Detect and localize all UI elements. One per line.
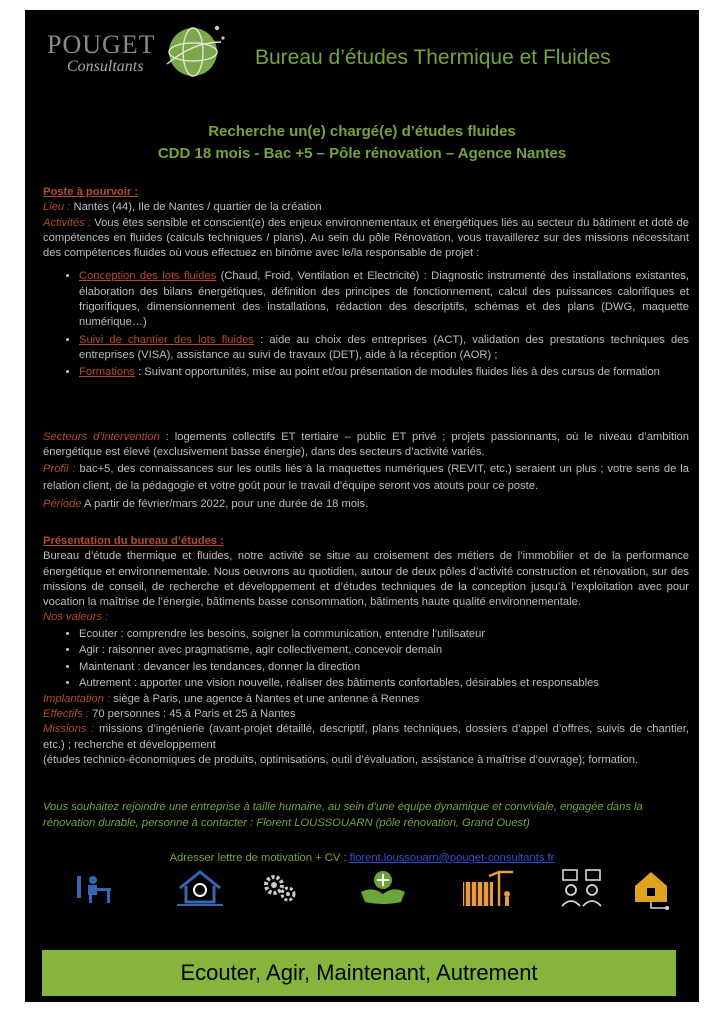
list-item: • Ecouter : comprendre les besoins, soigner la communication, entendre l’utilisateur [79,626,689,643]
construction-site-icon [459,868,515,910]
missions-continuation: (études technico-économiques de produits, optimisations, outil d’évaluation, assistance à maîtrise d’ouvrage); formation. [43,753,639,766]
logo-word: POUGET [47,30,156,59]
desk-worker-icon [73,868,113,908]
contact-email-link[interactable]: florent.loussouarn@pouget-consultants.fr [349,852,555,864]
periode-line: Période A partir de février/mars 2022, pour une durée de 18 mois. [43,497,369,510]
list-item: • Agir : raisonner avec pragmatisme, agir collectivement, concevoir demain [79,642,689,659]
job-offer-page [25,10,699,1002]
valeurs-list [43,626,689,692]
smart-house-icon [631,868,671,912]
implantation-line: Implantation : siège à Paris, une agence à Nantes et une antenne à Rennes [43,692,420,705]
values-banner: Ecouter, Agir, Maintenant, Autrement [42,950,676,996]
list-item: • Maintenant : devancer les tendances, donner la direction [79,659,689,676]
job-subtitle: CDD 18 mois - Bac +5 – Pôle rénovation – Agence Nantes [157,145,567,162]
list-item: • Formations : Suivant opportunités, mise au point et/ou présentation de modules fluides liés à des cursus de formation [79,365,689,380]
task-list [43,269,689,380]
activites-paragraph: Activités : Vous êtes sensible et conscient(e) des enjeux environnementaux et énergétiques liés au secteur du bâtiment et doté de compétences en fluides (calculs techniques / plans). Au sein du pôle Rénovation, vous travaillerez sur des missions nécessitant des compétences fluides où vous effectuez en binôme avec le/la responsable de projet : [43,216,689,260]
header-title: Bureau d’études Thermique et Fluides [255,46,611,69]
closing-paragraph: Vous souhaitez rejoindre une entreprise à taille humaine, au sein d’une équipe dynamique et conviviale, engagée dans la rénovation durable, personne à contacter : Florent LOUSSOUARN (pôle rénovation, Grand Ouest) [43,801,643,829]
contact-line [25,852,699,864]
bureau-section [43,534,689,768]
profil-paragraph: Profil : bac+5, des connaissances sur les outils liés à la maquettes numériques (REVIT, etc.) seraient un plus ; votre sens de la relation client, de la pédagogie et votre goût pour le travail d’équipe seront vos atouts pour ce poste. [43,462,689,493]
effectifs-line: Effectifs : 70 personnes : 45 à Paris et 25 à Nantes [43,708,296,721]
contact-label: Adresser lettre de motivation + CV : [169,852,350,864]
gears-icon [261,868,299,908]
valeurs-label: Nos valeurs : [43,611,109,624]
job-title: Recherche un(e) chargé(e) d’études fluides [208,123,516,140]
globe-icon [165,22,227,78]
missions-paragraph: Missions : missions d’ingénierie (avant-projet détaillé, descriptif, plans techniques, dossiers d’appel d’offres, suivis de chantier, etc.) ; recherche et développement [43,723,689,751]
list-item: • Conception des lots fluides (Chaud, Froid, Ventilation et Electricité) : Diagnostic instrumenté des installations existantes, élaboration des bilans énergétiques, définition des principes de fonctionnement, calcul des puissances calorifiques et frigorifiques, dimensionnement des installations, rédaction des descriptifs, schémas et des plans (DWG, maquette numérique…) [79,269,689,330]
logo-subtitle: Consultants [67,58,144,75]
details-section [43,430,689,512]
icon-row [25,868,699,914]
poste-section [43,185,689,383]
bureau-title: Présentation du bureau d’études : [43,535,224,547]
meeting-icon [559,868,605,910]
bureau-intro: Bureau d’étude thermique et fluides, notre activité se situe au croisement des métiers de l’immobilier et de la performance énergétique et environnementale. Nous oeuvrons au quotidien, autour de deux pôles d’activité construction et rénovation, sur des missions de conseil, de recherche et développement et d’études techniques de la conception jusqu’à l’exploitation avec pour vocation la maîtrise de l’énergie, bâtiments basse consommation, bâtiments haute qualité environnementale. [43,550,689,609]
lieu-line: Lieu : Nantes (44), Ile de Nantes / quartier de la création [43,201,322,214]
house-energy-icon [175,868,225,908]
company-logo [37,18,237,76]
secteurs-paragraph: Secteurs d’intervention : logements collectifs ET tertiaire – public ET privé ; projets passionnants, où le niveau d’ambition énergétique est élevé (exclusivement basse énergie), dans des secteurs d’activité variés. [43,431,689,459]
list-item: • Suivi de chantier des lots fluides : aide au choix des entreprises (ACT), validation des prestations techniques des entreprises (VISA), assistance au suivi de travaux (DET), aide à la réception (AOR) ; [79,333,689,364]
poste-title: Poste à pourvoir : [43,186,139,198]
list-item: • Autrement : apporter une vision nouvelle, réaliser des bâtiments confortables, désirables et responsables [79,675,689,692]
handshake-icon [357,868,409,908]
